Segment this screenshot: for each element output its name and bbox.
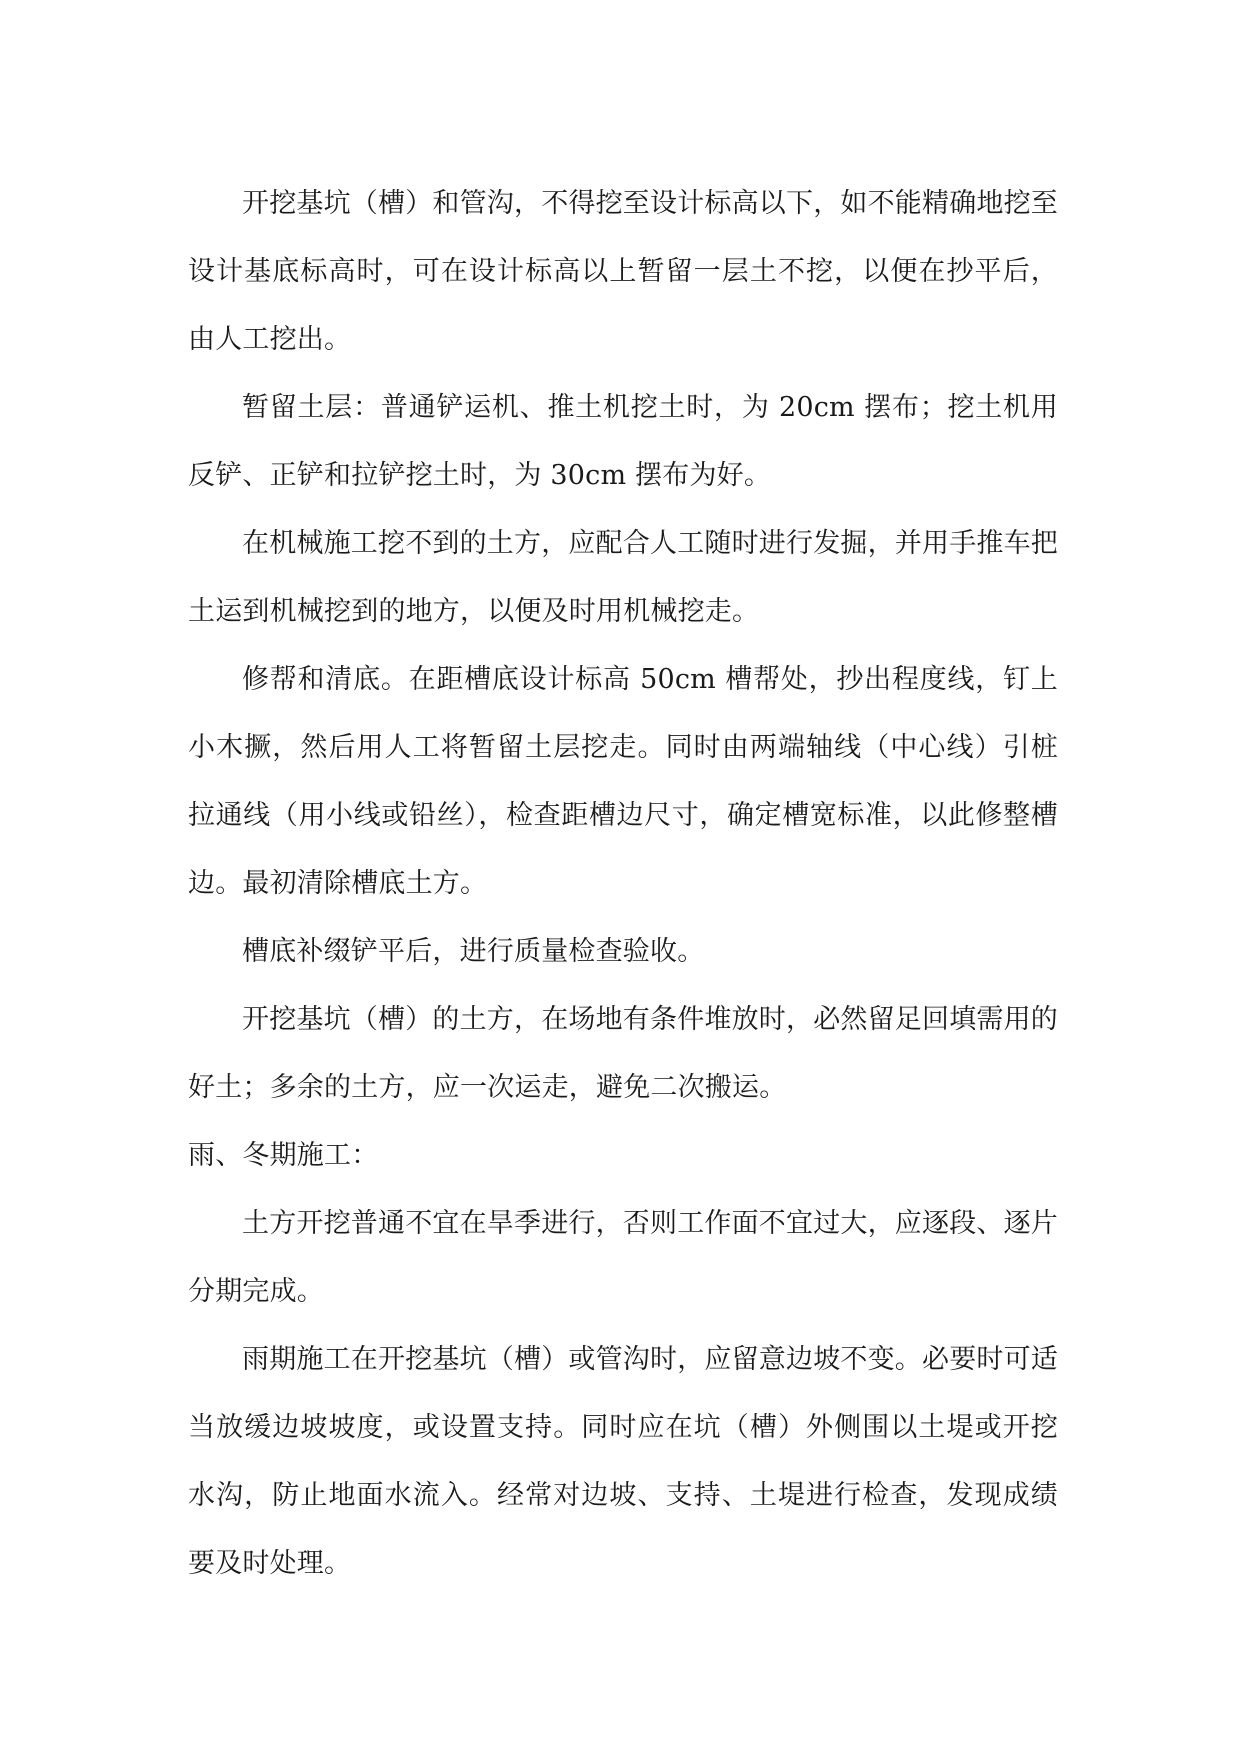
document-page bbox=[188, 170, 1058, 1598]
paragraph-8: 雨期施工在开挖基坑（槽）或管沟时，应留意边坡不变。必要时可适当放缓边坡坡度，或设置支持。同时应在坑（槽）外侧围以土堤或开挖水沟，防止地面水流入。经常对边坡、支持、土堤进行检查，发现成绩要及时处理。 bbox=[188, 1344, 1058, 1579]
paragraph-7: 土方开挖普通不宜在旱季进行，否则工作面不宜过大，应逐段、逐片分期完成。 bbox=[188, 1208, 1058, 1307]
paragraph-6: 开挖基坑（槽）的土方，在场地有条件堆放时，必然留足回填需用的好土；多余的土方，应一次运走，避免二次搬运。 bbox=[188, 1004, 1058, 1103]
paragraph-1: 开挖基坑（槽）和管沟，不得挖至设计标高以下，如不能精确地挖至设计基底标高时，可在设计标高以上暂留一层土不挖，以便在抄平后，由人工挖出。 bbox=[188, 188, 1058, 355]
paragraph-5: 槽底补缀铲平后，进行质量检查验收。 bbox=[242, 936, 705, 967]
paragraph-3: 在机械施工挖不到的土方，应配合人工随时进行发掘，并用手推车把土运到机械挖到的地方，以便及时用机械挖走。 bbox=[188, 528, 1058, 627]
paragraph-2: 暂留土层：普通铲运机、推土机挖土时，为 20cm 摆布；挖土机用反铲、正铲和拉铲挖土时，为 30cm 摆布为好。 bbox=[188, 392, 1058, 491]
section-heading: 雨、冬期施工： bbox=[188, 1140, 379, 1171]
paragraph-4: 修帮和清底。在距槽底设计标高 50cm 槽帮处，抄出程度线，钉上小木撅，然后用人工将暂留土层挖走。同时由两端轴线（中心线）引桩拉通线（用小线或铅丝），检查距槽边尺寸，确定槽宽标准，以此修整槽边。最初清除槽底土方。 bbox=[188, 664, 1058, 899]
